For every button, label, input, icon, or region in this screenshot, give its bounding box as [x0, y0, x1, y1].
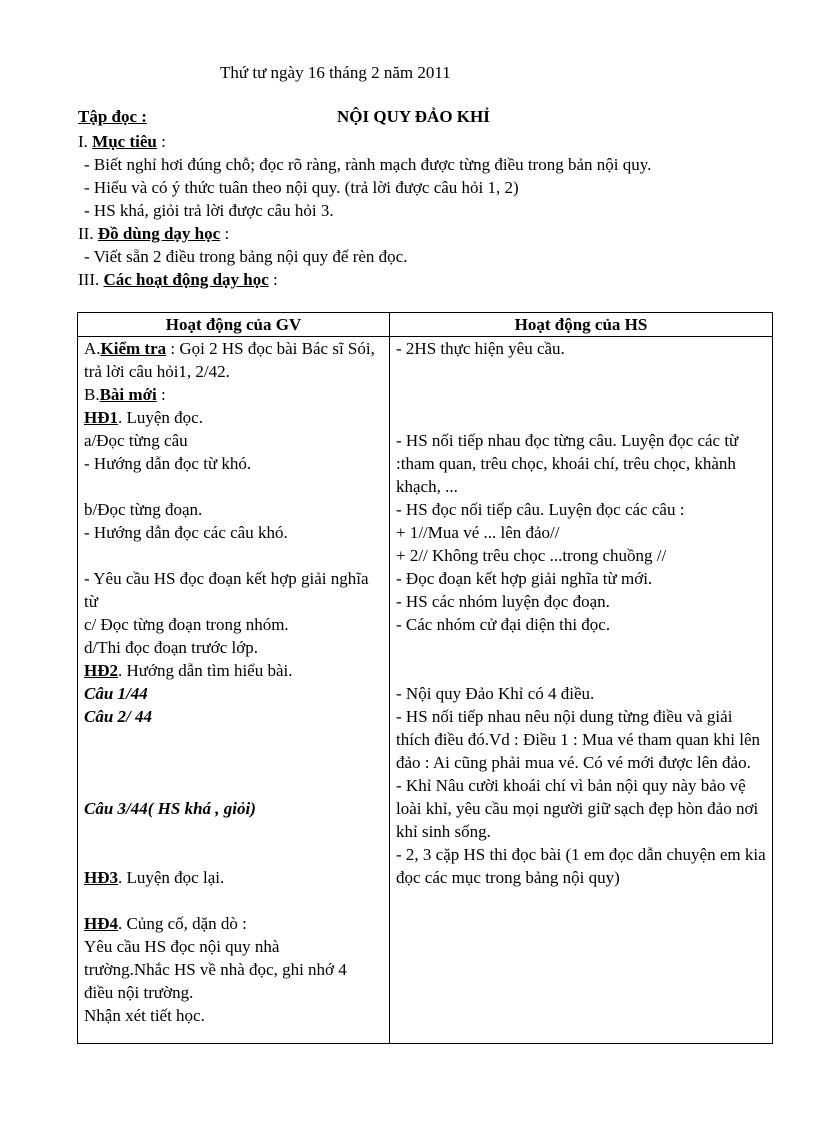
objectives-roman: I. [78, 132, 88, 151]
gv-hd3 [84, 866, 383, 889]
hs-response: - Đọc đoạn kết hợp giải nghĩa từ mới. [396, 569, 653, 588]
gv-hd4-text: . Củng cố, dặn dò : [118, 914, 247, 933]
gv-bai-moi [84, 383, 383, 406]
header-hs: Hoạt động của HS [390, 313, 773, 337]
gv-hd2 [84, 659, 383, 682]
hs-response: - HS nối tiếp nhau nêu nội dung từng điều và giải thích điều đó.Vd : Điều 1 : Mua vé tham quan khi lên đảo : Ai cũng phải mua vé. Có vé mới được lên đảo. [396, 707, 761, 772]
materials-title: Đồ dùng dạy học [97, 224, 221, 243]
gv-thi-doc: d/Thi đọc đoạn trước lớp. [84, 638, 259, 657]
gv-a-prefix: A. [84, 339, 101, 358]
header-gv: Hoạt động của GV [78, 313, 390, 337]
hs-response: + 2// Không trêu chọc ...trong chuồng // [396, 546, 667, 565]
gv-a-label: Kiểm tra [100, 339, 167, 358]
table-body-row [78, 337, 773, 1044]
hs-response: - Nội quy Đảo Khỉ có 4 điều. [396, 684, 595, 703]
gv-giai-nghia: - Yêu cầu HS đọc đoạn kết hợp giải nghĩa từ [84, 569, 369, 611]
gv-a-text: : Gọi 2 HS đọc bài Bác sĩ Sói, trả lời câu hỏi1, 2/42. [84, 339, 375, 381]
gv-b-label: Bài mới [99, 385, 157, 404]
activities-title: Các hoạt động dạy học [103, 270, 269, 289]
materials-roman: II. [78, 224, 94, 243]
objective-item: - Biết nghỉ hơi đúng chỗ; đọc rõ ràng, rành mạch được từng điều trong bản nội quy. [84, 155, 652, 174]
objectives-suffix: : [156, 132, 166, 151]
gv-b-prefix: B. [84, 385, 100, 404]
gv-hd4-label: HĐ4 [84, 914, 118, 933]
gv-cau-2: Câu 2/ 44 [84, 707, 153, 726]
materials-suffix: : [220, 224, 230, 243]
gv-hd3-text: . Luyện đọc lại. [118, 868, 225, 887]
hs-response: + 1//Mua vé ... lên đảo// [396, 523, 560, 542]
objectives-heading [78, 130, 166, 153]
date-line: Thứ tư ngày 16 tháng 2 năm 2011 [220, 63, 451, 82]
hs-column [390, 337, 773, 1044]
activities-table [77, 312, 773, 1044]
gv-cau-kho: - Hướng dẫn đọc các câu khó. [84, 523, 288, 542]
gv-hd1-text: . Luyện đọc. [118, 408, 203, 427]
hs-response: - Các nhóm cử đại diện thi đọc. [396, 615, 611, 634]
gv-tu-kho: - Hướng dẫn đọc từ khó. [84, 454, 252, 473]
gv-hd1-label: HĐ1 [84, 408, 118, 427]
objectives-title: Mục tiêu [92, 132, 157, 151]
gv-hd2-label: HĐ2 [84, 661, 118, 680]
hs-response: - HS nối tiếp nhau đọc từng câu. Luyện đọc các từ :tham quan, trêu chọc, khoái chí, trêu chọc, khành khạch, ... [396, 431, 739, 496]
lesson-title: NỘI QUY ĐẢO KHỈ [337, 107, 490, 126]
hs-response: - Khỉ Nâu cười khoái chí vì bản nội quy này bảo vệ loài khỉ, yêu cầu mọi người giữ sạch đẹp hòn đảo nơi khỉ sinh sống. [396, 776, 759, 841]
subject-label: Tập đọc : [78, 107, 147, 126]
gv-cau-1: Câu 1/44 [84, 684, 148, 703]
gv-hd4-body: Yêu cầu HS đọc nội quy nhà trường.Nhắc HS về nhà đọc, ghi nhớ 4 điều nội trường. [84, 937, 347, 1002]
gv-b-suffix: : [156, 385, 166, 404]
material-item: - Viết sẵn 2 điều trong bảng nội quy để rèn đọc. [84, 247, 408, 266]
table-header-row [78, 313, 773, 337]
activities-heading [78, 268, 278, 291]
objective-item: - Hiểu và có ý thức tuân theo nội quy. (trả lời được câu hỏi 1, 2) [84, 178, 519, 197]
gv-doc-nhom: c/ Đọc từng đoạn trong nhóm. [84, 615, 289, 634]
hs-response: - HS đọc nối tiếp câu. Luyện đọc các câu : [396, 500, 685, 519]
gv-kiem-tra [84, 337, 383, 383]
hs-response: - 2, 3 cặp HS thi đọc bài (1 em đọc dẫn chuyện em kia đọc các mục trong bảng nội quy) [396, 845, 766, 887]
gv-hd1 [84, 406, 383, 429]
objective-item: - HS khá, giỏi trả lời được câu hỏi 3. [84, 201, 334, 220]
gv-hd3-label: HĐ3 [84, 868, 118, 887]
gv-cau-3: Câu 3/44( HS khá , giỏi) [84, 799, 256, 818]
hs-response: - 2HS thực hiện yêu cầu. [396, 339, 565, 358]
gv-doc-tung-doan: b/Đọc từng đoạn. [84, 500, 203, 519]
gv-doc-tung-cau: a/Đọc từng câu [84, 431, 188, 450]
materials-heading [78, 222, 229, 245]
activities-roman: III. [78, 270, 100, 289]
gv-column [78, 337, 390, 1044]
hs-response: - HS các nhóm luyện đọc đoạn. [396, 592, 610, 611]
gv-nhan-xet: Nhận xét tiết học. [84, 1006, 205, 1025]
activities-suffix: : [268, 270, 278, 289]
gv-hd4 [84, 912, 383, 935]
gv-hd2-text: . Hướng dẫn tìm hiểu bài. [118, 661, 293, 680]
